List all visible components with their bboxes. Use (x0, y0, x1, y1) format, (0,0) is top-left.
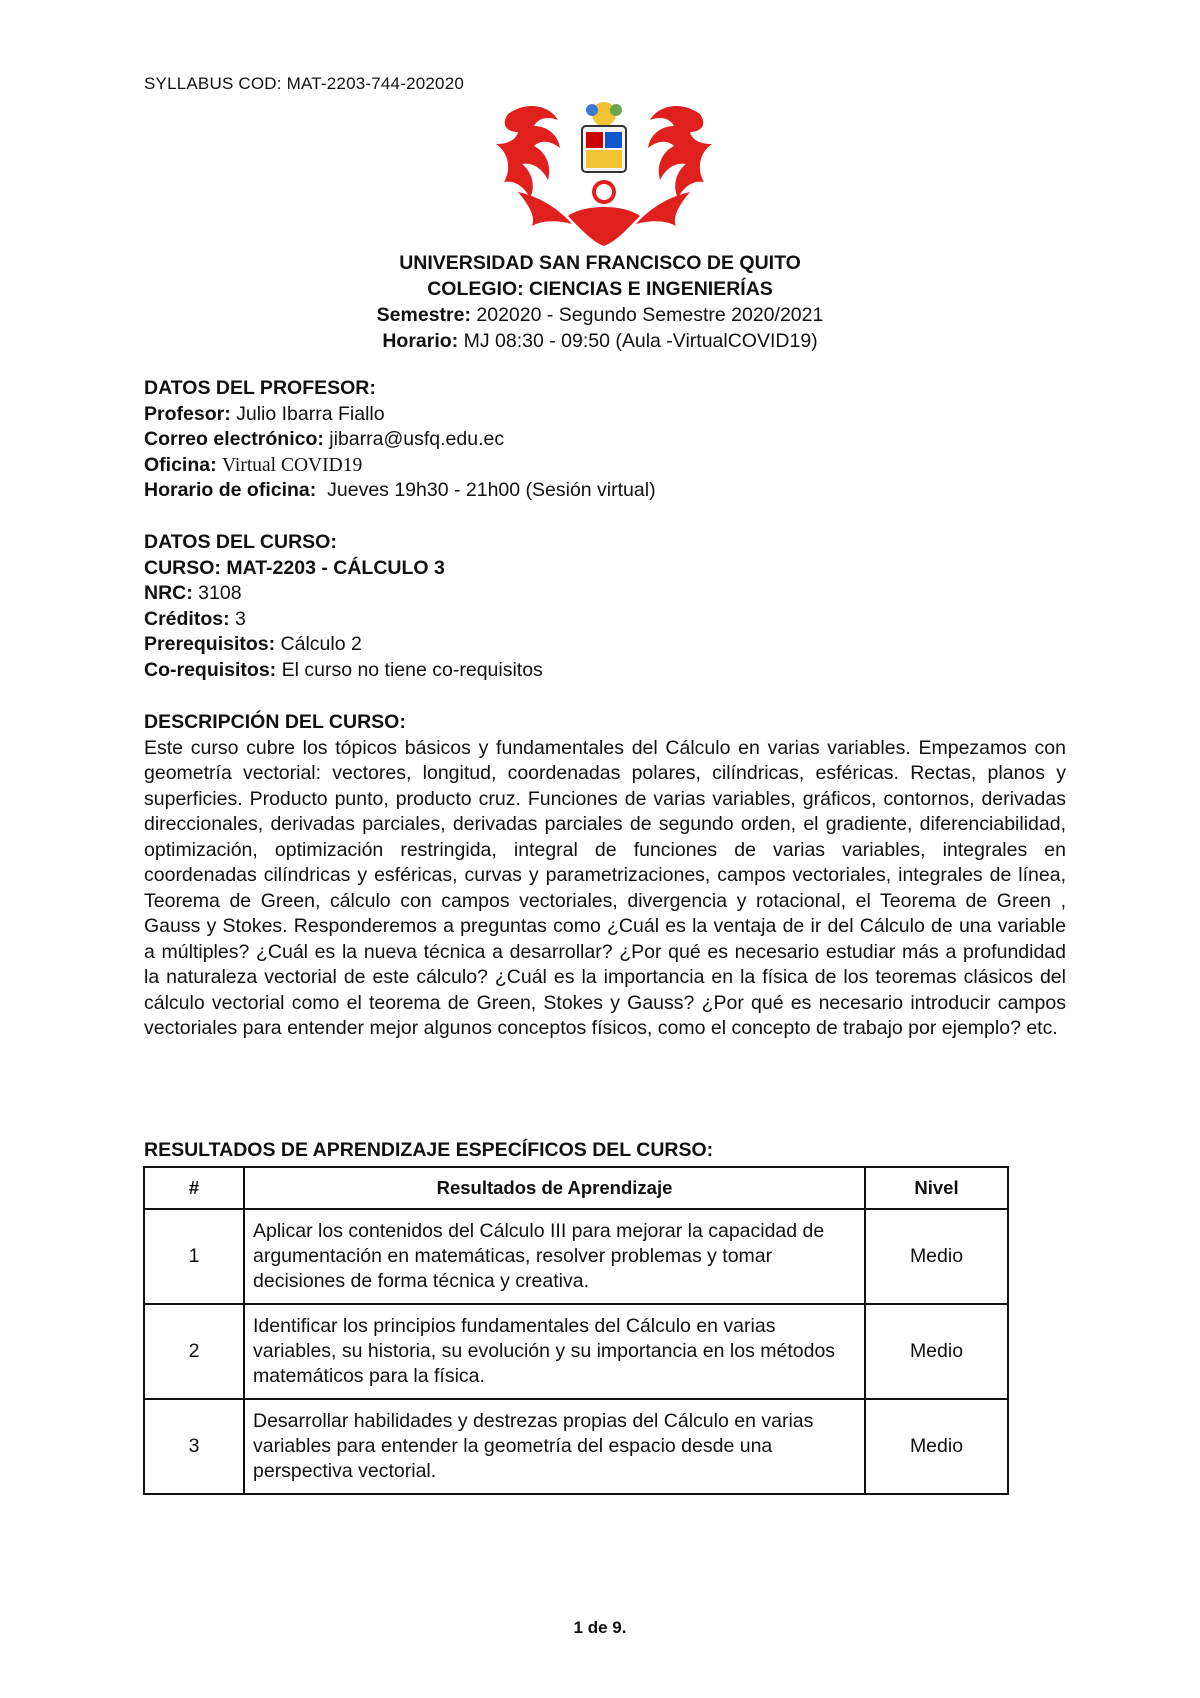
professor-email: Correo electrónico: jibarra@usfq.edu.ec (144, 428, 505, 450)
course-credits: Créditos: 3 (144, 607, 246, 630)
table-header-row (144, 1167, 1008, 1209)
column-header-number: # (144, 1167, 244, 1209)
table-row (144, 1399, 1008, 1494)
syllabus-code: SYLLABUS COD: MAT-2203-744-202020 (144, 74, 465, 93)
professor-hours: Horario de oficina: Jueves 19h30 - 21h00 (Sesión virtual) (144, 479, 656, 501)
course-title: CURSO: MAT-2203 - CÁLCULO 3 (144, 556, 445, 579)
professor-heading: DATOS DEL PROFESOR: (144, 377, 376, 399)
description-section (144, 710, 1066, 1042)
row-level: Medio (865, 1399, 1008, 1494)
institution-header (0, 250, 1200, 354)
row-result-text: Aplicar los contenidos del Cálculo III para mejorar la capacidad de argumentación en matemáticas, resolver problemas y tomar decisiones de forma técnica y creativa. (244, 1209, 865, 1304)
table-row (144, 1209, 1008, 1304)
course-section (144, 530, 1066, 683)
table-row (144, 1304, 1008, 1399)
row-level: Medio (865, 1304, 1008, 1399)
university-name: UNIVERSIDAD SAN FRANCISCO DE QUITO (399, 252, 801, 274)
course-prerequisites: Prerequisitos: Cálculo 2 (144, 633, 362, 655)
description-text: Este curso cubre los tópicos básicos y fundamentales del Cálculo en varias variables. Empezamos con geometría vectorial: vectores, longitud, coordenadas polares, cilíndricas, esféricas. Rectas, planos y superficies. Producto punto, producto cruz. Funciones de varias variables, gráficos, contornos, derivadas direccionales, derivadas parciales, derivadas parciales de segundo orden, el gradiente, diferenciabilidad, optimización, optimización restringida, integral de funciones de varias variables, integrales en coordenadas cilíndricas y esféricas, curvas y parametrizaciones, campos vectoriales, integrales de línea, Teorema de Green, cálculo con campos vectoriales, divergencia y rotacional, el Teorema de Green , Gauss y Stokes. Responderemos a preguntas como ¿Cuál es la ventaja de ir del Cálculo de una variable a múltiples? ¿Cuál es la nueva técnica a desarrollar? ¿Por qué es necesario estudiar más a profundidad la naturaleza vectorial de este cálculo? ¿Cuál es la importancia en la física de los teoremas clásicos del cálculo vectorial como el teorema de Green, Stokes y Gauss? ¿Por qué es necesario introducir campos vectoriales para entender mejor algunos conceptos físicos, como el concepto de trabajo por ejemplo? etc. (144, 736, 1066, 1039)
results-heading-text: RESULTADOS DE APRENDIZAJE ESPECÍFICOS DEL CURSO: (144, 1139, 714, 1161)
row-level: Medio (865, 1209, 1008, 1304)
row-number: 2 (144, 1304, 244, 1399)
row-result-text: Desarrollar habilidades y destrezas propias del Cálculo en varias variables para entender la geometría del espacio desde una perspectiva vectorial. (244, 1399, 865, 1494)
row-number: 3 (144, 1399, 244, 1494)
university-crest-logo (488, 96, 720, 246)
column-header-results: Resultados de Aprendizaje (244, 1167, 865, 1209)
description-heading: DESCRIPCIÓN DEL CURSO: (144, 711, 406, 733)
row-number: 1 (144, 1209, 244, 1304)
schedule-line: Horario: MJ 08:30 - 09:50 (Aula -VirtualCOVID19) (382, 330, 818, 352)
professor-section (144, 376, 1066, 504)
course-heading: DATOS DEL CURSO: (144, 531, 337, 553)
results-heading (144, 1138, 1066, 1164)
column-header-level: Nivel (865, 1167, 1008, 1209)
course-nrc: NRC: 3108 (144, 582, 242, 604)
professor-office: Oficina: Virtual COVID19 (144, 453, 363, 476)
college-name: COLEGIO: CIENCIAS E INGENIERÍAS (427, 278, 773, 300)
row-result-text: Identificar los principios fundamentales del Cálculo en varias variables, su historia, su evolución y su importancia en los métodos matemáticos para la física. (244, 1304, 865, 1399)
page-number: 1 de 9. (573, 1618, 627, 1637)
professor-name: Profesor: Julio Ibarra Fiallo (144, 402, 385, 425)
learning-results-table (143, 1166, 1009, 1495)
course-corequisites: Co-requisitos: El curso no tiene co-requisitos (144, 658, 543, 681)
semester-line: Semestre: 202020 - Segundo Semestre 2020/2021 (376, 304, 824, 326)
